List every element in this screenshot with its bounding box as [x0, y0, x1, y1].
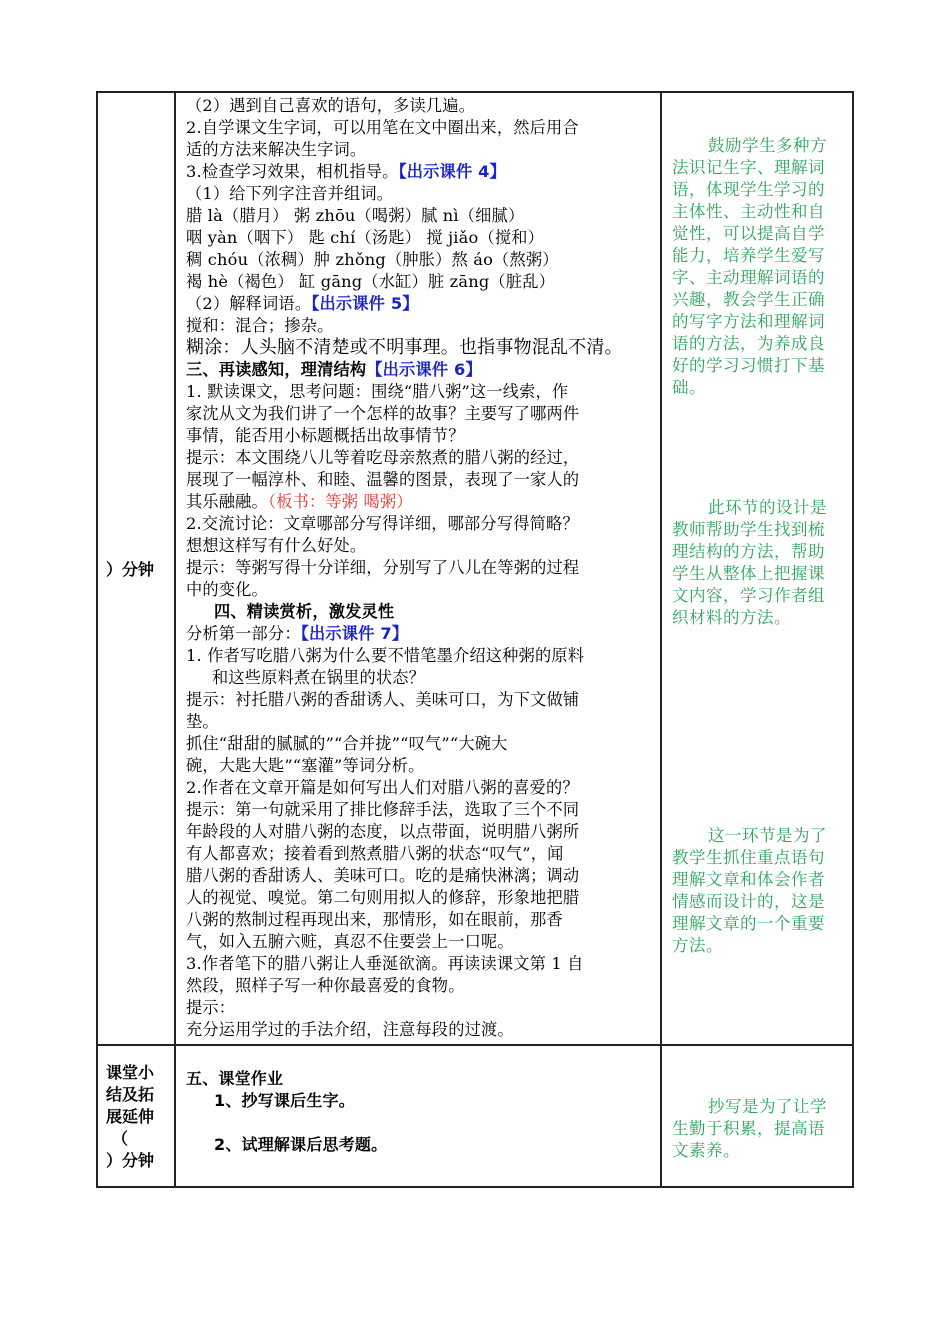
note-line: 理解文章和体会作者 [672, 870, 825, 889]
note-line: 语的方法，为养成良 [672, 334, 825, 353]
content-line [186, 755, 660, 777]
line-text: 提示：衬托腊八粥的香甜诱人、美味可口，为下文做铺 [186, 690, 580, 709]
content-line [186, 205, 660, 227]
note-line: 这一环节是为了 [708, 826, 827, 845]
section-heading [186, 359, 660, 381]
section-heading [186, 601, 660, 623]
note-line: 的写字方法和理解词 [672, 312, 825, 331]
section-label: 课堂小 结及拓 展延伸 （ ）分钟 [106, 1063, 155, 1170]
homework-item: 2、试理解课后思考题。 [214, 1135, 388, 1154]
content-line [186, 821, 660, 843]
content-line [186, 799, 660, 821]
content-line [186, 557, 660, 579]
line-text: 2.作者在文章开篇是如何写出人们对腊八粥的喜爱的？ [186, 778, 579, 797]
content-line [186, 909, 660, 931]
content-line [186, 337, 660, 359]
note-line: 文内容，学习作者组 [672, 586, 825, 605]
line-text: 然段，照样子写一种你最喜爱的食物。 [186, 976, 465, 995]
content-line [186, 293, 660, 315]
note-line: 织材料的方法。 [672, 608, 791, 627]
line-text: 稠 chóu（浓稠）肿 zhǒng（肿胀）熬 áo（熬粥） [186, 250, 559, 269]
content-line [186, 117, 660, 139]
note-line: 生勤于积累，提高语 [672, 1119, 825, 1138]
content-line [186, 997, 660, 1019]
content-line [186, 579, 660, 601]
note-line: 理结构的方法，帮助 [672, 542, 825, 561]
content-line [186, 887, 660, 909]
courseware-tag: 【出示课件 4】 [398, 162, 507, 181]
content-line [186, 161, 660, 183]
line-text: 八粥的熬制过程再现出来，那情形，如在眼前，那香 [186, 910, 563, 929]
line-text: 腊 là（腊月） 粥 zhōu（喝粥）腻 nì（细腻） [186, 206, 525, 225]
content-line [186, 183, 660, 205]
note-line: 文素养。 [672, 1141, 740, 1160]
line-text: 搅和：混合；掺杂。 [186, 316, 334, 335]
line-text: 咽 yàn（咽下） 匙 chí（汤匙） 搅 jiǎo（搅和） [186, 228, 545, 247]
blackboard-note: （板书：等粥 喝粥） [267, 492, 413, 511]
content-line [186, 777, 660, 799]
line-text: 1. 默读课文，思考问题：围绕“腊八粥”这一线索，作 [186, 382, 569, 401]
note-line: 础。 [672, 378, 706, 397]
line-text: 适的方法来解决生字词。 [186, 140, 367, 159]
content-line [186, 469, 660, 491]
time-label: ）分钟 [106, 560, 155, 579]
content-line [186, 535, 660, 557]
line-text: 糊涂：人头脑不清楚或不明事理。也指事物混乱不清。 [186, 337, 623, 358]
line-text: 事情，能否用小标题概括出故事情节？ [186, 426, 465, 445]
content-line [186, 865, 660, 887]
line-text: 气，如入五腑六赃，真忍不住要尝上一口呢。 [186, 932, 514, 951]
note-line: 好的学习习惯打下基 [672, 356, 825, 375]
content-line [186, 95, 660, 117]
content-line [186, 1019, 660, 1041]
note-line: 字、主动理解词语的 [672, 268, 825, 287]
line-text: 3.作者笔下的腊八粥让人垂涎欲滴。再读读课文第 1 自 [186, 954, 584, 973]
table-row-summary [98, 1044, 852, 1186]
line-text: 垫。 [186, 712, 219, 731]
line-text: 提示：等粥写得十分详细，分别写了八儿在等粥的过程 [186, 558, 580, 577]
line-text: 提示： [186, 998, 236, 1017]
line-text: （2）遇到自己喜欢的语句，多读几遍。 [186, 96, 476, 115]
note-line: 语，体现学生学习的 [672, 180, 825, 199]
note-line: 学生从整体上把握课 [672, 564, 825, 583]
line-text: 提示：本文围绕八儿等着吃母亲熬煮的腊八粥的经过， [186, 448, 580, 467]
line-text: 其乐融融。 [186, 492, 268, 511]
time-label-cell [98, 93, 176, 1044]
line-text: 2.自学课文生字词，可以用笔在文中圈出来，然后用合 [186, 118, 579, 137]
design-notes-cell [662, 1046, 852, 1186]
note-line: 教学生抓住重点语句 [672, 848, 825, 867]
note-line: 兴趣，教会学生正确 [672, 290, 825, 309]
line-text: 三、再读感知，理清结构 [186, 360, 367, 379]
line-text: 四、精读赏析，激发灵性 [214, 602, 395, 621]
line-text: 褐 hè（褐色） 缸 gāng（水缸）脏 zāng（脏乱） [186, 272, 555, 291]
content-line [186, 689, 660, 711]
content-line [186, 953, 660, 975]
line-text: 抓住“甜甜的腻腻的”“合并拢”“叹气”“大碗大 [186, 734, 508, 753]
design-notes-cell [662, 93, 852, 1044]
homework-item: 1、抄写课后生字。 [214, 1091, 355, 1110]
line-text: 充分运用学过的手法介绍，注意每段的过渡。 [186, 1020, 514, 1039]
design-note [672, 1096, 842, 1162]
line-text: 家沈从文为我们讲了一个怎样的故事？主要写了哪两件 [186, 404, 580, 423]
note-line: 教师帮助学生找到梳 [672, 520, 825, 539]
content-line [186, 491, 660, 513]
note-line: 主体性、主动性和自 [672, 202, 825, 221]
line-text: 提示：第一句就采用了排比修辞手法，选取了三个不同 [186, 800, 580, 819]
note-line: 理解文章的一个重要 [672, 914, 825, 933]
line-text: 有人都喜欢；接着看到熬煮腊八粥的状态“叹气”，闻 [186, 844, 564, 863]
content-line [186, 667, 660, 689]
note-line: 方法。 [672, 936, 723, 955]
content-line [186, 139, 660, 161]
note-line: 鼓励学生多种方 [708, 136, 827, 155]
content-line [186, 733, 660, 755]
note-line: 觉性，可以提高自学 [672, 224, 825, 243]
line-text: 年龄段的人对腊八粥的态度，以点带面，说明腊八粥所 [186, 822, 580, 841]
line-text: 3.检查学习效果，相机指导。 [186, 162, 399, 181]
note-line: 能力，培养学生爱写 [672, 246, 825, 265]
content-line [186, 315, 660, 337]
design-note [672, 497, 842, 629]
content-line [186, 931, 660, 953]
lesson-plan-table [96, 91, 854, 1188]
courseware-tag: 【出示课件 5】 [311, 294, 419, 313]
content-line [186, 381, 660, 403]
section-label-cell [98, 1046, 176, 1186]
line-text: 2.交流讨论：文章哪部分写得详细，哪部分写得简略？ [186, 514, 579, 533]
line-text: 展现了一幅淳朴、和睦、温馨的图景，表现了一家人的 [186, 470, 580, 489]
content-line [186, 249, 660, 271]
content-line [186, 403, 660, 425]
homework-heading: 五、课堂作业 [186, 1069, 284, 1088]
content-line [186, 513, 660, 535]
note-line: 此环节的设计是 [708, 498, 827, 517]
content-line [186, 711, 660, 733]
homework-block [186, 1068, 387, 1156]
line-text: （1）给下列字注音并组词。 [186, 184, 394, 203]
note-line: 抄写是为了让学 [708, 1097, 827, 1116]
content-line [186, 271, 660, 293]
note-line: 情感而设计的，这是 [672, 892, 825, 911]
content-line [186, 975, 660, 997]
content-line [186, 227, 660, 249]
note-line: 法识记生字、理解词 [672, 158, 825, 177]
line-text: 腊八粥的香甜诱人、美味可口。吃的是痛快淋漓；调动 [186, 866, 580, 885]
content-line [186, 623, 660, 645]
table-row-reading [98, 93, 852, 1044]
design-note [672, 135, 842, 399]
line-text: 1. 作者写吃腊八粥为什么要不惜笔墨介绍这种粥的原料 [186, 646, 585, 665]
line-text: 中的变化。 [186, 580, 268, 599]
content-line [186, 645, 660, 667]
line-text: 碗，大匙大匙”“塞灌”等词分析。 [186, 756, 425, 775]
homework-cell [176, 1046, 662, 1186]
content-line [186, 843, 660, 865]
line-text: 分析第一部分： [186, 624, 301, 643]
line-text: 人的视觉、嗅觉。第二句则用拟人的修辞，形象地把腊 [186, 888, 580, 907]
design-note [672, 825, 842, 957]
courseware-tag: 【出示课件 6】 [366, 360, 482, 379]
line-text: 和这些原料煮在锅里的状态？ [212, 668, 426, 687]
line-text: 想想这样写有什么好处。 [186, 536, 367, 555]
teaching-content-cell [176, 93, 662, 1044]
line-text: （2）解释词语。 [186, 294, 312, 313]
content-line [186, 447, 660, 469]
content-line [186, 425, 660, 447]
courseware-tag: 【出示课件 7】 [300, 624, 409, 643]
